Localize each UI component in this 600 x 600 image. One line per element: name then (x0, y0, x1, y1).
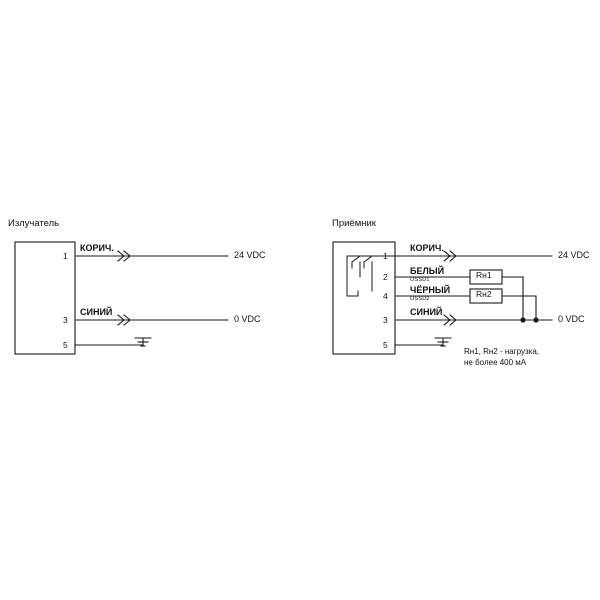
emitter-pin-3: 3 (63, 315, 68, 325)
receiver-pin-2: 2 (383, 272, 388, 282)
receiver-wire-label-brown: КОРИЧ. (410, 243, 444, 253)
note-line-2: не более 400 мА (464, 358, 527, 367)
junction-dot-rn2 (533, 317, 538, 322)
emitter-pin-5: 5 (63, 340, 68, 350)
emitter-wire-label-brown: КОРИЧ. (80, 243, 114, 253)
emitter-pin-1: 1 (63, 251, 68, 261)
receiver-pin-3: 3 (383, 315, 388, 325)
receiver-internal-switches (347, 256, 372, 296)
emitter-terminal-24vdc: 24 VDC (234, 250, 266, 260)
emitter-terminal-0vdc: 0 VDC (234, 314, 261, 324)
receiver-terminal-0vdc: 0 VDC (558, 314, 585, 324)
receiver-title: Приёмник (332, 218, 376, 229)
receiver-wire-sub-ossd2: OSSD2 (410, 296, 430, 302)
receiver-pin-4: 4 (383, 291, 388, 301)
receiver-pin-5: 5 (383, 340, 388, 350)
load-rn2-label: Rн2 (476, 289, 492, 299)
receiver-wire-sub-ossd1: OSSD1 (410, 277, 430, 283)
receiver-wire-label-blue: СИНИЙ (410, 307, 443, 317)
receiver-wire-label-black: ЧЁРНЫЙ (410, 285, 451, 295)
emitter-title: Излучатель (8, 218, 60, 229)
note-line-1: Rн1, Rн2 - нагрузка, (464, 347, 540, 356)
emitter-group (15, 242, 228, 354)
receiver-terminal-24vdc: 24 VDC (558, 250, 590, 260)
receiver-group (333, 242, 552, 354)
load-rn1-label: Rн1 (476, 270, 492, 280)
receiver-wire-label-white: БЕЛЫЙ (410, 266, 445, 276)
junction-dot-rn1 (520, 317, 525, 322)
receiver-pin-1: 1 (383, 251, 388, 261)
emitter-wire-label-blue: СИНИЙ (80, 307, 113, 317)
